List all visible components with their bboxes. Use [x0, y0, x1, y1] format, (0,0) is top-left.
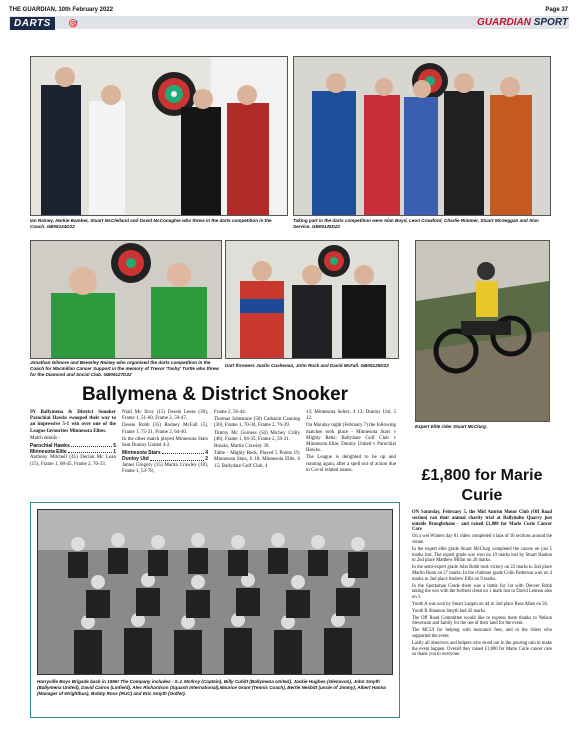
curie-article [412, 510, 552, 659]
snooker-text: James Gregory (35) Martin Crawley (10), Frame 1, 53-78, [122, 462, 208, 474]
curie-text: In the Sportsman Grade there was a battle for 1st with Denver Robb taking the win with the furthest clean on 1 mark lost to David Lennon also on 1. [412, 583, 552, 601]
curie-text: The Off Road Committee would like to express there thanks to Nelson Stevenson and family for the use of their land for the event. [412, 615, 552, 627]
snooker-text: Timmy Mc Guiness (50) Michey Crilly (40), Frame 1, 66-35, Frame 2, 59-21. [214, 430, 300, 442]
snooker-text: The League is delighted to be up and running again, after a spell out of action due to Covid related issues. [306, 455, 396, 473]
snooker-text: In the other match played Minnesota Stars beat Dunloy United 4-2. [122, 436, 208, 449]
caption-photo1: Ian Rainey, Harkie Bamber, Stuart McClelland and David McConaghie who threw in the darts competition in the Coach. GB06124D22 [30, 218, 272, 229]
snooker-text: Breaks, Martin Crawley 39. [214, 444, 270, 450]
page-dateline: THE GUARDIAN, 10th February 2022 [9, 7, 114, 13]
curie-headline: £1,800 for Marie Curie [421, 467, 543, 504]
snooker-text: 13; Minnesota Select, 4 13; Dunloy Utd, 5 12. [306, 410, 396, 422]
snooker-intro: IN Ballymena & District Snooker Parochial Hawks swooped their way to an impressive 5-1 win over one of the League favourites Minnesota Elites. [30, 410, 116, 434]
caption-photo3: Jonathan Gilmore and Beverley Rainey who organised the darts competition in the Coach for Macmillan Cancer Support in the memory of Trevor 'Tashy' Turtle who threw for the Diamond and Social Club. GB06127D22 [30, 360, 219, 377]
snooker-text: Frame 2, 56-44. [214, 410, 246, 415]
page-number: Page 37 [545, 7, 568, 13]
photo-dart-throwers [225, 240, 399, 359]
score-row: Minnesota Stars 4 [122, 450, 208, 457]
score-row: Dunloy Utd 2 [122, 456, 208, 463]
caption-photo5: Expert Elite rider Stuart McClurg. [415, 424, 488, 429]
snooker-col4 [306, 410, 396, 475]
brand-logo: GUARDIAN SPORT [477, 17, 568, 28]
curie-text: In the semi-expert grade John Robb took victory on 22 marks to 2nd place Martin Bunn on 27 marks. In the clubman grade Colin Patterson won on 4 marks to 2nd place Andrew Ellis on 9 marks. [412, 565, 552, 582]
photo-organisers [30, 240, 222, 359]
snooker-text: Anthony Mitchell (45) Declan Mc Lean (15), Frame 1, 68-45, Frame 2, 70-33. [30, 455, 116, 467]
snooker-col2 [122, 410, 208, 476]
caption-photo4: Dart throwers Justin Cushenan, John Rock and David McFall. GB06126D22 [225, 363, 389, 368]
curie-text: On a wet Winters day 81 riders completed 4 laps of 10 sections around the venue. [412, 534, 552, 545]
snooker-col3 [214, 410, 300, 471]
score-row: Minnesota Elite 1 [30, 449, 116, 456]
snooker-text: Niall Mc Ilroy (15) Dessie Leese (30), Frame 1, 51-60, Frame 2, 59-47. [122, 410, 208, 422]
section-tag: DARTS [10, 17, 55, 30]
curie-text: In the expert elite grade Stuart McClurg completed the course on just 5 marks lost. The expert grade was won on 19 marks lost by Stuart Hanlon to 2nd place Matthew Millar on 20 marks. [412, 546, 552, 564]
darts-icon: 🎯 [68, 19, 78, 28]
snooker-headline: Ballymena & District Snooker [81, 384, 349, 405]
curie-text: Youth B Shannon Smyth had 42 marks. [412, 608, 487, 614]
curie-text: Youth A was won by Stuart Lappin on 44 to 2nd place Ross Allen on 56. [412, 601, 548, 607]
photo-boys-brigade [37, 509, 393, 675]
photo-darts-competitors [293, 56, 551, 216]
score-row: Parochial Hawks 5 [30, 443, 116, 450]
snooker-text: On Monday night (February 7) the following matches took place - Minnesota Stars v Mighty Reds; Ballydare Golf Club v Minnesota Elite; Dunloy United v Parochial Hawks. [306, 423, 396, 454]
curie-text: The MCUI for helping with insurance fees, and to the riders who supported the event. [412, 628, 552, 639]
snooker-col1 [30, 410, 116, 469]
curie-text: Lastly all observers and helpers who stood out in the pouring rain to make the event happen. Overall they raised £1,800 for Marie Curie cancer care so thank you to everyone. [412, 640, 552, 658]
snooker-text: Thomas Johnstone (50) Cathasin Canning (30), Frame 1, 70-34, Frame 2, 76-39. [214, 417, 300, 429]
caption-photo6: Harryville Boys Brigade back in 1956! The Company includes - S.J. McIlroy (Captain), Billy Cubitt (Ballymena United), Jackie Hughes (Glenavon), John Smyth (Ballymena United), David Cairns (Linfield), Alec Richardson (Squash International),Maurice Grant (Tennis Coach), Bertie Nesbitt (uncle of Jimmy), Albert Hanna (Manager of Wrightbus), Bobby Ross (RUC) and Eric Smyth (Golfer). [37, 679, 386, 696]
curie-lead: ON Saturday, February 5, the Mid Antrim Motor Club (Off Road section) ran their annual charity trial at Ballynulto Quarry just outside Broughshane - and raised £1,800 for Marie Curie Cancer Care [412, 510, 552, 533]
photo-darts-players-coach [30, 56, 288, 216]
photo-trial-rider [415, 240, 550, 422]
snooker-text: Dessie Robb (35) Rodney McFall (5), Frame 1, 75-21, Frame 2, 64-40. [122, 423, 208, 435]
snooker-match-details: Match details - [30, 435, 60, 441]
boys-brigade-box [30, 502, 400, 718]
snooker-text: Table - Mighty Reds, Played 5 Points 19; Minnesota Stars, 6 18; Minnesota Elite, 6 15; Ballydare Golf Club, 4 [214, 451, 300, 469]
caption-photo2: Taking part in the darts competition were Alan Boyd, Leon Crawford, Charlie Rimmer, Stuart McGeggan and Alan Service. GB06125D22 [293, 218, 539, 229]
